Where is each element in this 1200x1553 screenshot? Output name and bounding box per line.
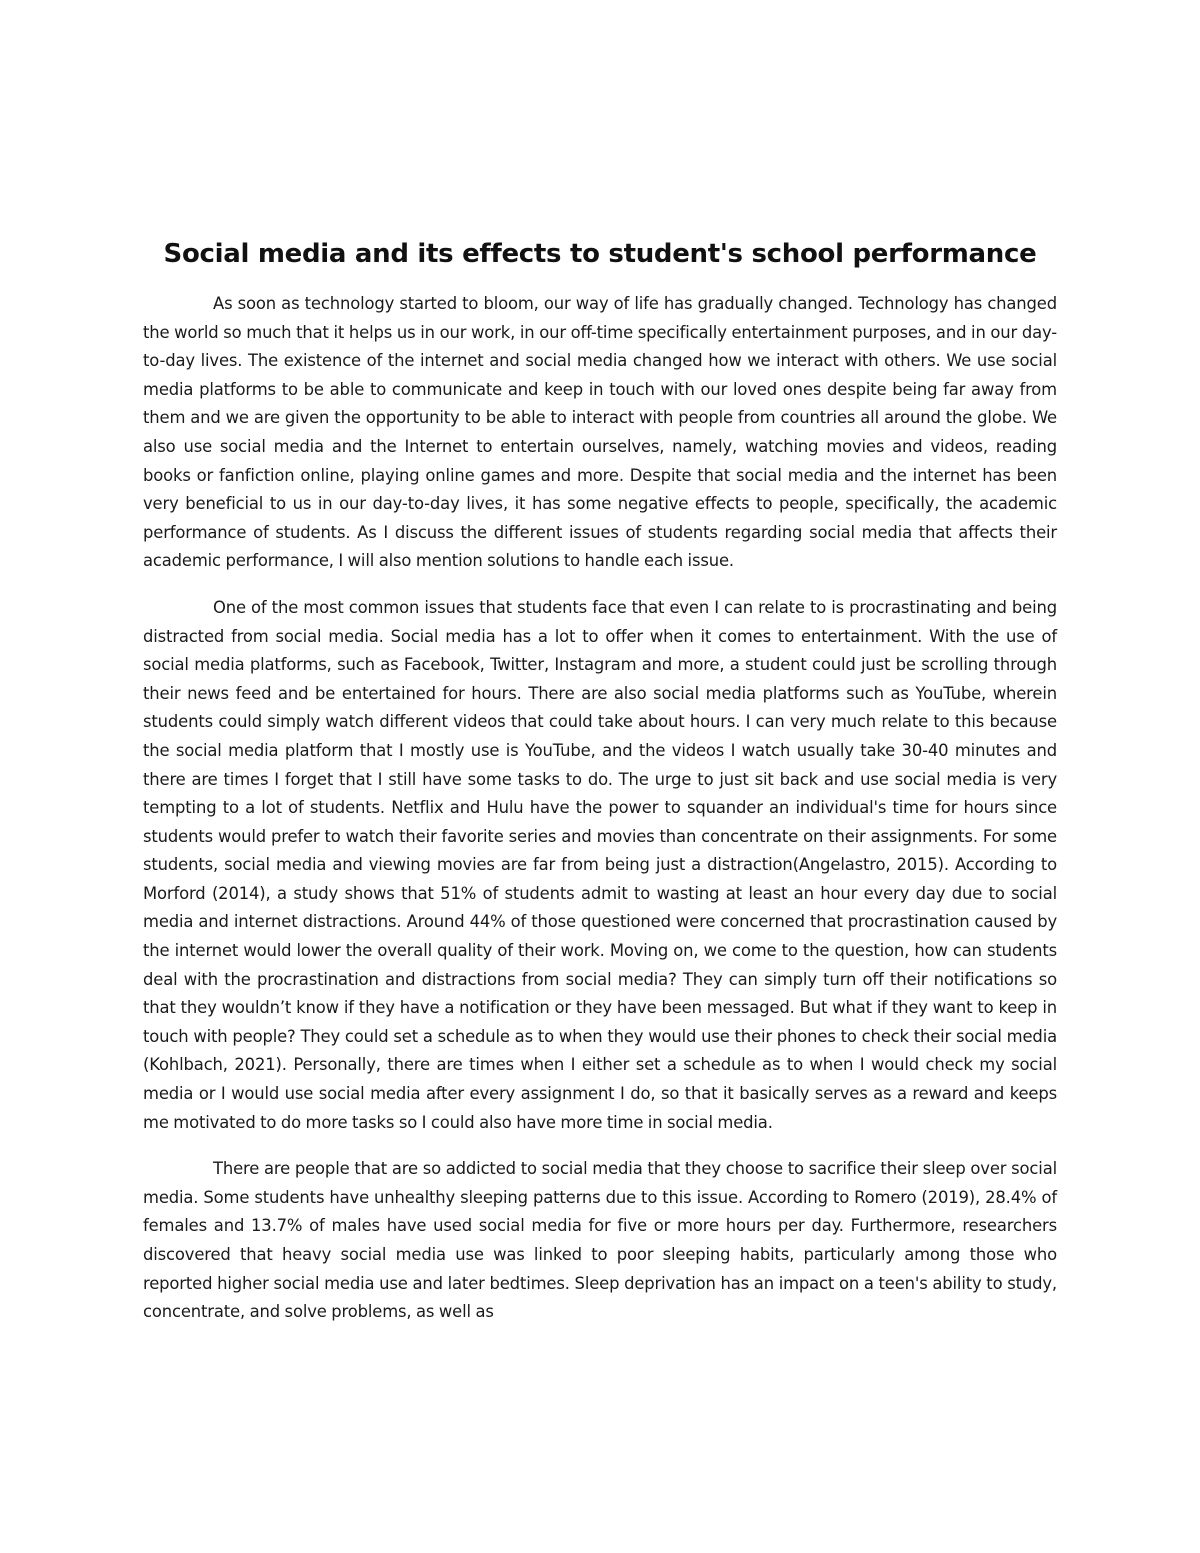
paragraph-sleep: There are people that are so addicted to social media that they choose to sacrifice their sleep over social media. Some students have unhealthy sleeping patterns due to this issue. According to Romero (2019), 28.4% of females and 13.7% of males have used social media for five or more hours per day. Furthermore, researchers discovered that heavy social media use was linked to poor sleeping habits, particularly among those who reported higher social media use and later bedtimes. Sleep deprivation has an impact on a teen's ability to study, concentrate, and solve problems, as well as	[143, 1159, 1057, 1322]
document-title: Social media and its effects to student's school performance	[163, 239, 1037, 269]
paragraph-procrastination: One of the most common issues that students face that even I can relate to is procrastinating and being distracted from social media. Social media has a lot to offer when it comes to entertainment. With the use of social media platforms, such as Facebook, Twitter, Instagram and more, a student could just be scrolling through their news feed and be entertained for hours. There are also social media platforms such as YouTube, wherein students could simply watch different videos that could take about hours. I can very much relate to this because the social media platform that I mostly use is YouTube, and the videos I watch usually take 30-40 minutes and there are times I forget that I still have some tasks to do. The urge to just sit back and use social media is very tempting to a lot of students. Netflix and Hulu have the power to squander an individual's time for hours since students would prefer to watch their favorite series and movies than concentrate on their assignments. For some students, social media and viewing movies are far from being just a distraction(Angelastro, 2015). According to Morford (2014), a study shows that 51% of students admit to wasting at least an hour every day due to social media and internet distractions. Around 44% of those questioned were concerned that procrastination caused by the internet would lower the overall quality of their work. Moving on, we come to the question, how can students deal with the procrastination and distractions from social media? They can simply turn off their notifications so that they wouldn’t know if they have a notification or they have been messaged. But what if they want to keep in touch with people? They could set a schedule as to when they would use their phones to check their social media (Kohlbach, 2021). Personally, there are times when I either set a schedule as to when I would check my social media or I would use social media after every assignment I do, so that it basically serves as a reward and keeps me motivated to do more tasks so I could also have more time in social media.	[143, 597, 1057, 1132]
document-body	[143, 290, 1057, 1345]
paragraph-intro: As soon as technology started to bloom, our way of life has gradually changed. Technology has changed the world so much that it helps us in our work, in our off-time specifically entertainment purposes, and in our day-to-day lives. The existence of the internet and social media changed how we interact with others. We use social media platforms to be able to communicate and keep in touch with our loved ones despite being far away from them and we are given the opportunity to be able to interact with people from countries all around the globe. We also use social media and the Internet to entertain ourselves, namely, watching movies and videos, reading books or fanfiction online, playing online games and more. Despite that social media and the internet has been very beneficial to us in our day-to-day lives, it has some negative effects to people, specifically, the academic performance of students. As I discuss the different issues of students regarding social media that affects their academic performance, I will also mention solutions to handle each issue.	[143, 294, 1057, 571]
